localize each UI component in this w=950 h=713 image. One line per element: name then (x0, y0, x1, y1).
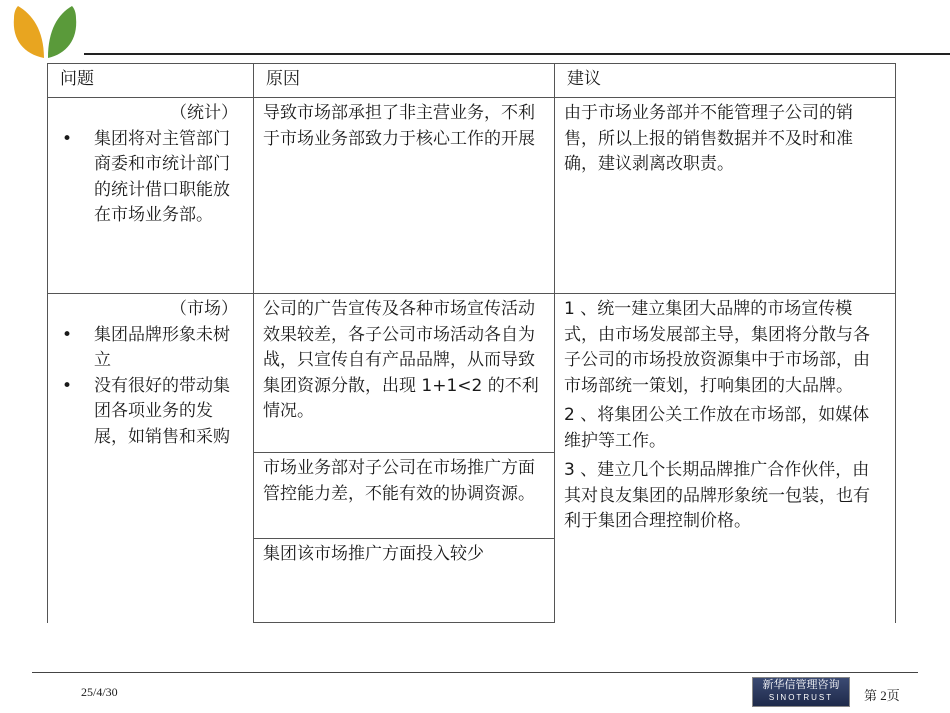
table-row (48, 294, 896, 624)
suggestion-item: 1 、统一建立集团大品牌的市场宣传模式，由市场发展部主导，集团将分散与各子公司的市场投放资源集中于市场部，由市场部统一策划，打响集团的大品牌。 (564, 299, 870, 396)
issue-category: （市场） (170, 299, 238, 319)
issue-cell (48, 294, 254, 624)
suggestion-cell: 由于市场业务部并不能管理子公司的销售，所以上报的销售数据并不及时和准确，建议剥离改职责。 (555, 98, 896, 294)
reason-item: 市场业务部对子公司在市场推广方面管控能力差，不能有效的协调资源。 (254, 453, 554, 539)
brand-badge (752, 677, 850, 707)
reason-item: 公司的广告宣传及各种市场宣传活动效果较差，各子公司市场活动各自为战，只宣传自有产品品牌，从而导致集团资源分散，出现 1+1<2 的不利情况。 (254, 294, 554, 453)
table-header-row (48, 64, 896, 98)
issue-cell (48, 98, 254, 294)
header-rule (84, 53, 950, 55)
issue-category: （统计） (170, 103, 238, 123)
company-logo (10, 4, 80, 60)
issues-table (47, 63, 896, 623)
page-number: 第 2页 (864, 688, 900, 703)
reason-cell-group (254, 294, 555, 624)
brand-name-cn: 新华信管理咨询 (762, 678, 840, 691)
reason-item: 集团该市场推广方面投入较少 (254, 539, 554, 623)
suggestion-cell (555, 294, 896, 624)
issue-bullet: • 集团品牌形象未树立 (94, 323, 244, 374)
issue-bullet: • 没有很好的带动集团各项业务的发展，如销售和采购 (94, 374, 244, 451)
suggestion-item: 2 、将集团公关工作放在市场部，如媒体维护等工作。 (564, 405, 870, 451)
column-header-reason: 原因 (254, 64, 555, 98)
footer-rule (32, 672, 918, 673)
reason-cell: 导致市场部承担了非主营业务，不利于市场业务部致力于核心工作的开展 (254, 98, 555, 294)
column-header-suggestion: 建议 (555, 64, 896, 98)
logo-leaf-green (48, 6, 76, 58)
issue-list (57, 323, 244, 451)
suggestion-item: 3 、建立几个长期品牌推广合作伙伴，由其对良友集团的品牌形象统一包装，也有利于集团合理控制价格。 (564, 460, 870, 531)
issue-list (57, 127, 244, 229)
table-row (48, 98, 896, 294)
issue-bullet: • 集团将对主管部门商委和市统计部门的统计借口职能放在市场业务部。 (94, 127, 244, 229)
brand-name-en: SINOTRUST (768, 693, 834, 702)
column-header-issue: 问题 (48, 64, 254, 98)
footer-date: 25/4/30 (81, 685, 118, 699)
logo-leaf-yellow (14, 6, 44, 58)
